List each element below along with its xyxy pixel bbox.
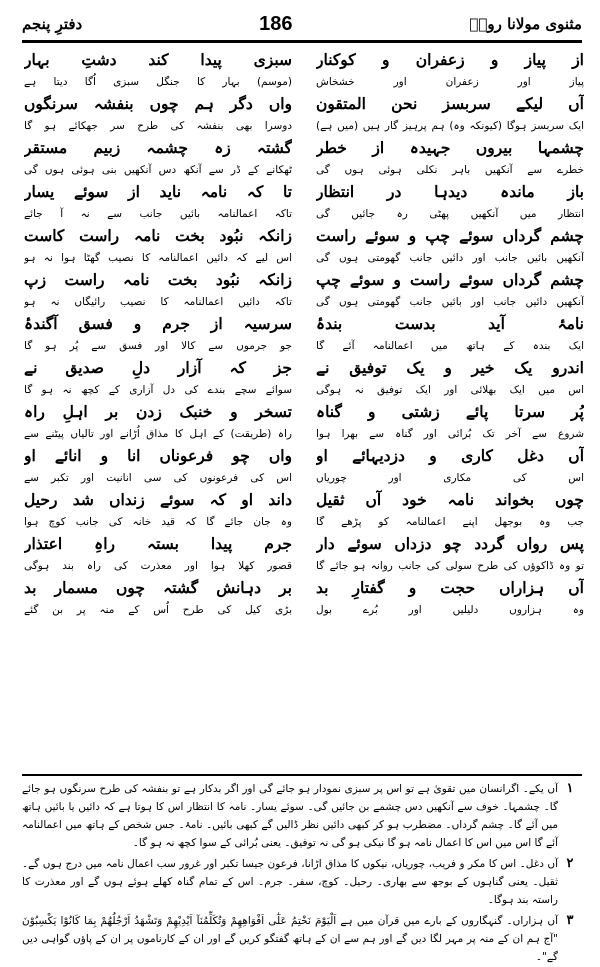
translation-text: دوسرا بھی بنفشہ کی طرح سر جھکائے ہو گا — [24, 120, 292, 132]
verse-line — [316, 224, 584, 248]
translation-text: جو جرموں سے کالا اور فسق سے پُر ہو گا — [24, 340, 292, 352]
translation-text: تاکہ اعمالنامہ بائیں جانب سے نہ آ جائے — [24, 208, 292, 220]
translation-line — [316, 600, 584, 620]
verse-line — [24, 224, 292, 248]
translation-text: ایک بندہ کے ہاتھ میں اعمالنامہ آئے گا — [316, 340, 584, 352]
footnote-rule — [22, 774, 582, 776]
verse-line — [316, 92, 584, 116]
translation-line — [24, 72, 292, 92]
footnote-text: آں دغل۔ اس کا مکر و فریب، چوریاں، نیکوں کا مذاق اڑانا، فرعون جیسا تکبر اور غرور سب اعمال نامہ میں درج ہوں گے۔ ثقیل۔ یعنی گناہوں کے بوجھ سے بھاری۔ رحیل۔ کوچ، سفر۔ جرم۔ اس کے تمام گناہ کھلے ہوئے ہوں گے اور معذرت کا راستہ بند ہوگا۔ — [22, 858, 558, 906]
verse-text: از پیاز و زعفران و کوکنار — [316, 50, 584, 69]
footnote — [22, 912, 582, 966]
verse-text: آں لیکے سربسز نحن المتقون — [316, 94, 584, 113]
verse-line — [24, 92, 292, 116]
translation-text: شروع سے آخر تک بُرائی اور گناہ سے بھرا ہوا — [316, 428, 584, 440]
translation-text: ایک سربسز ہوگا (کیونکہ وہ) ہم پرہیز گار ہیں (میں ہے) — [316, 120, 584, 132]
verse-line — [24, 576, 292, 600]
translation-line — [24, 468, 292, 488]
verse-text: سبزی پیدا کند دشتِ بہار — [24, 50, 292, 69]
header-rule — [22, 40, 582, 43]
verse-line — [316, 268, 584, 292]
verse-line — [24, 400, 292, 424]
verse-line — [24, 48, 292, 72]
translation-text: تو وہ ڈاکوؤں کی طرح سولی کی جانب روانہ ہو جائے گا — [316, 560, 584, 572]
translation-text: انتظار میں آنکھیں پھٹی رہ جائیں گی — [316, 208, 584, 220]
translation-line — [316, 512, 584, 532]
translation-line — [316, 116, 584, 136]
verse-line — [24, 180, 292, 204]
verse-text: چوں بخواند نامہ خود آں ثقیل — [316, 490, 584, 509]
translation-line — [24, 380, 292, 400]
translation-line — [316, 380, 584, 400]
page-header — [22, 8, 582, 40]
verse-text: چشمہا بیروں جہیدہ از خطر — [316, 138, 584, 157]
verse-line — [316, 180, 584, 204]
translation-text: (موسم) بہار کا جنگل سبزی اُگا دیتا ہے — [24, 76, 292, 88]
translation-text: وہ ہزاروں دلیلیں اور بُرے بول — [316, 604, 584, 616]
verse-text: بر دہانش گشتہ چوں مسمار بد — [24, 578, 292, 597]
verse-text: گشتہ زہ چشمہ زبیم مستقر — [24, 138, 292, 157]
verse-line — [316, 136, 584, 160]
translation-line — [316, 160, 584, 180]
verse-text: اندرو یک خیر و یک توفیق نے — [316, 358, 584, 377]
translation-text: پیاز اور زعفران اور خشخاش — [316, 76, 584, 88]
translation-line — [24, 204, 292, 224]
footnote-number: ۳ — [566, 913, 574, 928]
translation-text: تاکہ دائیں اعمالنامہ کا نصیب رائیگاں نہ ہو — [24, 296, 292, 308]
verse-text: پُر سرتا پائے زشتی و گناہ — [316, 402, 584, 421]
footnote-number: ۲ — [566, 856, 574, 871]
translation-text: وہ جان جائے گا کہ قید خانہ کی جانب کوچ ہوا — [24, 516, 292, 528]
verse-text: داند او کہ سوئے زنداں شد رحیل — [24, 490, 292, 509]
verse-text: چشم گرداں سوئے چپ و سوئے راست — [316, 226, 584, 245]
verse-line — [24, 444, 292, 468]
translation-line — [316, 248, 584, 268]
translation-line — [24, 556, 292, 576]
translation-text: آنکھیں بائیں جانب اور دائیں جانب گھومتی ہوں گی — [316, 252, 584, 264]
verse-line — [24, 312, 292, 336]
translation-text: سوائے سچے بندے کی دل آزاری کے کچھ نہ ہو گا — [24, 384, 292, 396]
translation-line — [24, 336, 292, 356]
verse-line — [316, 576, 584, 600]
verse-text: باز ماندہ دیدہا در انتظار — [316, 182, 584, 201]
verse-line — [316, 444, 584, 468]
footnote — [22, 855, 582, 909]
verse-line — [316, 312, 584, 336]
translation-text: آنکھیں دائیں جانب اور بائیں جانب گھومتی ہوں گی — [316, 296, 584, 308]
footnote-text: آں یکے۔ اگرانسان میں تقویٰ ہے تو اس پر سبزی نمودار ہو جائے گی اور اگر بدکار ہے تو بنفشہ کی طرح سرنگوں ہو جائے گا۔ چشمہا۔ خوف سے آنکھیں دس چشمے بن جائیں گی۔ سوئے یسار۔ نامہ کا انتظار اس کا ہوتا ہے کہ دائیں یا بائیں ہاتھ میں آئے گا۔ چشم گرداں۔ مضطرب ہو کر کبھی دائیں نظر ڈالیں گے کبھی بائیں۔ نامۂ۔ جس شخص کے ہاتھ میں اعمالنامہ آئے گا اس میں اس کا اعمال نامہ ہو گا نیکی ہو گی نہ توفیق۔ یعنی بُرائی کے سوا کچھ نہ ہو گا۔ — [22, 783, 558, 849]
translation-line — [316, 336, 584, 356]
translation-text: بڑی کیل کی طرح اُس کے منہ پر بن گئے — [24, 604, 292, 616]
translation-line — [24, 116, 292, 136]
verse-line — [24, 136, 292, 160]
translation-text: خطرے سے آنکھیں باہر نکلی ہوئی ہوں گی — [316, 164, 584, 176]
verse-text: نامۂ آید بدست بندۂ — [316, 314, 584, 333]
verse-line — [24, 532, 292, 556]
left-verse-column — [24, 48, 292, 770]
verse-line — [316, 356, 584, 380]
verse-text: تسخر و خنبک زدن بر اہلِ راہ — [24, 402, 292, 421]
verse-line — [316, 48, 584, 72]
translation-line — [24, 160, 292, 180]
translation-line — [316, 468, 584, 488]
verse-line — [24, 356, 292, 380]
verse-text: سرسیہ از جرم و فسق آگندۂ — [24, 314, 292, 333]
translation-line — [24, 512, 292, 532]
verse-text: واں دگر ہم چوں بنفشہ سرنگوں — [24, 94, 292, 113]
translation-text: اس کی مکاری اور چوریاں — [316, 472, 584, 484]
translation-line — [24, 424, 292, 444]
verse-text: آں دغل کاری و دزدیہائے او — [316, 446, 584, 465]
translation-line — [316, 72, 584, 92]
verse-line — [24, 268, 292, 292]
translation-line — [316, 292, 584, 312]
verse-text: چشم گرداں سوئے راست و سوئے چپ — [316, 270, 584, 289]
verse-text: آں ہزاراں حجت و گفتارِ بد — [316, 578, 584, 597]
translation-line — [24, 600, 292, 620]
verse-text: پس رواں گردد چو دزداں سوئے دار — [316, 534, 584, 553]
volume-label: دفترِ پنجم — [22, 15, 83, 33]
page-number: 186 — [259, 12, 293, 35]
translation-text: ٹھکانے کے ڈر سے آنکھ دس آنکھیں بنی ہوئی ہوں گی — [24, 164, 292, 176]
translation-line — [316, 204, 584, 224]
translation-text: قصور کھلا ہوا اور معذرت کی راہ بند ہوگی — [24, 560, 292, 572]
verse-text: زانکہ نبُود بخت نامہ راست زپ — [24, 270, 292, 289]
translation-line — [316, 556, 584, 576]
translation-line — [24, 292, 292, 312]
book-title: مثنوی مولانا رومؒ — [469, 15, 582, 33]
right-verse-column — [316, 48, 584, 770]
footnote-number: ۱ — [566, 781, 574, 796]
verse-line — [24, 488, 292, 512]
verse-text: جرم پیدا بستہ راہِ اعتذار — [24, 534, 292, 553]
translation-text: اس لیے کہ دائیں اعمالنامہ کا نصیب گھٹا ہوا نہ ہو — [24, 252, 292, 264]
translation-text: اس کی فرعونوں کی سی انانیت اور تکبر سے — [24, 472, 292, 484]
translation-text: جب وہ بوجھل اپنے اعمالنامہ کو پڑھے گا — [316, 516, 584, 528]
verse-line — [316, 532, 584, 556]
footnote — [22, 780, 582, 852]
translation-text: اس میں ایک بھلائی اور ایک توفیق نہ ہوگی — [316, 384, 584, 396]
footnotes — [22, 780, 582, 963]
translation-line — [316, 424, 584, 444]
verse-line — [316, 488, 584, 512]
verse-text: زانکہ نبُود بخت نامہ راست کاست — [24, 226, 292, 245]
verse-line — [316, 400, 584, 424]
verse-text: تا کہ نامہ ناید از سوئے یسار — [24, 182, 292, 201]
verse-text: واں چو فرعوناں انا و انائے او — [24, 446, 292, 465]
translation-line — [24, 248, 292, 268]
translation-text: راہ (طریقت) کے اہل کا مذاق اُڑانے اور تالیاں پیٹنے سے — [24, 428, 292, 440]
footnote-text: آں ہزاراں۔ گنہگاروں کے بارے میں قرآن میں ہے اَلْیَوْمَ نَخْتِمُ عَلٰٓی اَفْوَاهِهِمْ وَتُكَلِّمُنَآ اَیْدِیْهِمْ وَتَشْهَدُ اَرْجُلُهُمْ بِمَا كَانُوْا یَكْسِبُوْنَ "آج ہم ان کے منہ پر مہر لگا دیں گے اور ہم سے ان کے ہاتھ گفتگو کریں گے اور ان کے کارناموں پر ان کے پاؤں گواہی دیں گے"۔ — [22, 915, 558, 963]
verse-text: جز کہ آزار دلِ صدیق نے — [24, 358, 292, 377]
